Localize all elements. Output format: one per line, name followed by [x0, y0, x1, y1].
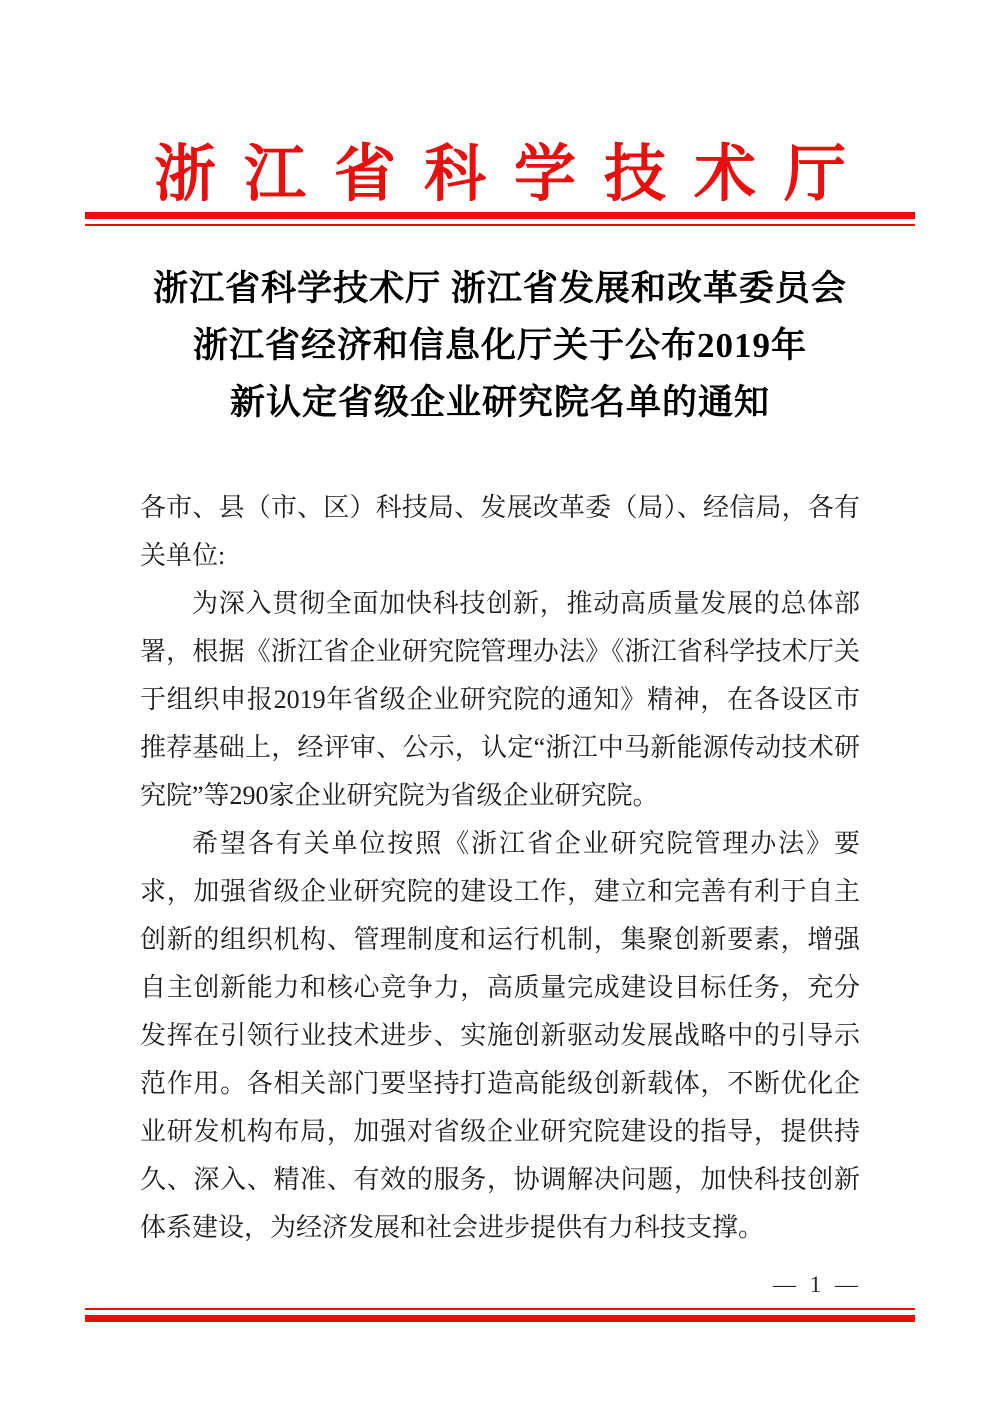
document-title-line-3: 新认定省级企业研究院名单的通知: [229, 383, 770, 422]
footer-rule-thick: [85, 1315, 915, 1322]
body-paragraph-1: 为深入贯彻全面加快科技创新，推动高质量发展的总体部署，根据《浙江省企业研究院管理办法》《浙江省科学技术厅关于组织申报2019年省级企业研究院的通知》精神，在各设区市推荐基础上，经评审、公示，认定“浙江中马新能源传动技术研究院”等290家企业研究院为省级企业研究院。: [140, 589, 860, 810]
document-title-line-1: 浙江省科学技术厅 浙江省发展和改革委员会: [153, 269, 847, 308]
salutation-line: 各市、县（市、区）科技局、发展改革委（局）、经信局，各有关单位:: [140, 493, 860, 570]
document-title: [0, 260, 1000, 431]
body-paragraph-2: 希望各有关单位按照《浙江省企业研究院管理办法》要求，加强省级企业研究院的建设工作，建立和完善有利于自主创新的组织机构、管理制度和运行机制，集聚创新要素，增强自主创新能力和核心竞争力，高质量完成建设目标任务，充分发挥在引领行业技术进步、实施创新驱动发展战略中的引导示范作用。各相关部门要坚持打造高能级创新载体，不断优化企业研发机构布局，加强对省级企业研究院建设的指导，提供持久、深入、精准、有效的服务，协调解决问题，加快科技创新体系建设，为经济发展和社会进步提供有力科技支撑。: [140, 829, 860, 1242]
footer-rule-thin: [85, 1308, 915, 1310]
document-title-line-2: 浙江省经济和信息化厅关于公布2019年: [192, 326, 807, 365]
letterhead-rule-thin: [85, 224, 915, 226]
page-number: — 1 —: [773, 1272, 862, 1297]
letterhead-rule-thick: [85, 212, 915, 219]
letterhead-agency-name: 浙江省科学技术厅: [153, 141, 874, 209]
document-body: [140, 484, 860, 1252]
